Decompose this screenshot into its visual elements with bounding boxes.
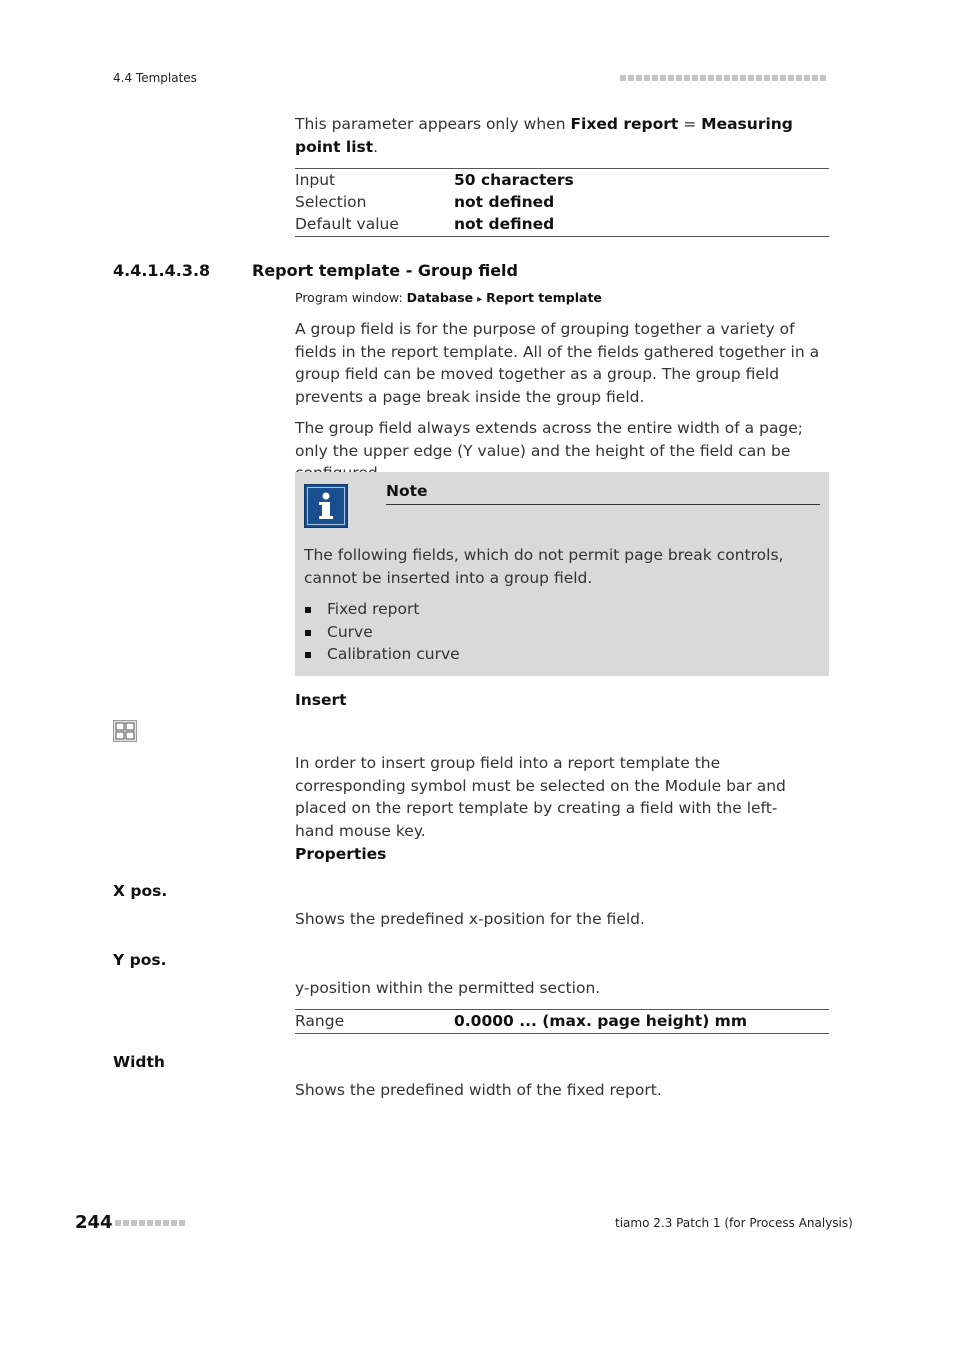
range-bottom-rule	[295, 1033, 829, 1034]
note-title: Note	[386, 482, 428, 500]
note-list-item	[304, 621, 373, 643]
property-y-pos-label: Y pos.	[113, 951, 167, 969]
table-bottom-rule	[295, 236, 829, 237]
properties-heading: Properties	[295, 845, 387, 863]
table-value: not defined	[454, 193, 555, 211]
note-list-item-label: Calibration curve	[327, 645, 460, 663]
intro-text-pre: This parameter appears only when	[295, 115, 571, 133]
property-x-pos-text: Shows the predefined x-position for the field.	[295, 910, 645, 928]
table-label: Default value	[295, 215, 399, 233]
section-number: 4.4.1.4.3.8	[113, 261, 211, 280]
insert-text: In order to insert group field into a report template the corresponding symbol must be selected on the Module bar and placed on the report template by creating a field with the left-hand mouse key.	[295, 754, 786, 840]
table-value: 50 characters	[454, 171, 574, 189]
property-y-pos-text: y-position within the permitted section.	[295, 979, 601, 997]
breadcrumb	[295, 290, 602, 305]
footer-decoration-dots	[115, 1220, 185, 1226]
note-list-item	[304, 598, 419, 620]
header-decoration-dots	[620, 75, 826, 81]
note-list-item	[304, 643, 460, 665]
breadcrumb-item-database: Database	[406, 290, 474, 305]
page-number: 244	[75, 1212, 113, 1233]
table-value: 0.0000 ... (max. page height) mm	[454, 1012, 747, 1030]
insert-heading: Insert	[295, 691, 347, 709]
intro-bold-measuring-point-list: Measuring point list	[295, 115, 793, 156]
breadcrumb-item-report-template: Report template	[486, 290, 602, 305]
note-title-rule	[386, 504, 820, 505]
note-list-item-label: Curve	[327, 623, 373, 641]
table-label: Selection	[295, 193, 367, 211]
running-header-section: 4.4 Templates	[113, 71, 197, 85]
info-icon	[304, 484, 348, 528]
table-label: Range	[295, 1012, 345, 1030]
note-list-item-label: Fixed report	[327, 600, 420, 618]
intro-text-equals: =	[678, 115, 702, 133]
paragraph-group-field-purpose: A group field is for the purpose of grouping together a variety of fields in the report template. All of the fields gathered together in a group field can be moved together as a group. The group field prevents a page break inside the group field.	[295, 320, 820, 406]
footer-product-name: tiamo 2.3 Patch 1 (for Process Analysis)	[615, 1216, 853, 1230]
section-title: Report template - Group field	[252, 261, 518, 280]
group-field-icon	[113, 720, 137, 742]
intro-paragraph	[295, 113, 815, 158]
paragraph-group-field-width: The group field always extends across the entire width of a page; only the upper edge (Y value) and the height of the field can be	[295, 419, 804, 460]
note-text: The following fields, which do not permit page break controls, cannot be inserted into a group field.	[304, 546, 784, 587]
property-width-text: Shows the predefined width of the fixed report.	[295, 1081, 662, 1099]
table-label: Input	[295, 171, 336, 189]
property-x-pos-label: X pos.	[113, 882, 168, 900]
table-value: not defined	[454, 215, 555, 233]
intro-text-period: .	[373, 137, 379, 156]
property-width-label: Width	[113, 1053, 165, 1071]
breadcrumb-arrow-icon: ▸	[477, 294, 483, 305]
breadcrumb-prefix: Program window:	[295, 290, 407, 305]
note-box	[295, 472, 829, 676]
intro-bold-fixed-report: Fixed report	[570, 115, 679, 133]
